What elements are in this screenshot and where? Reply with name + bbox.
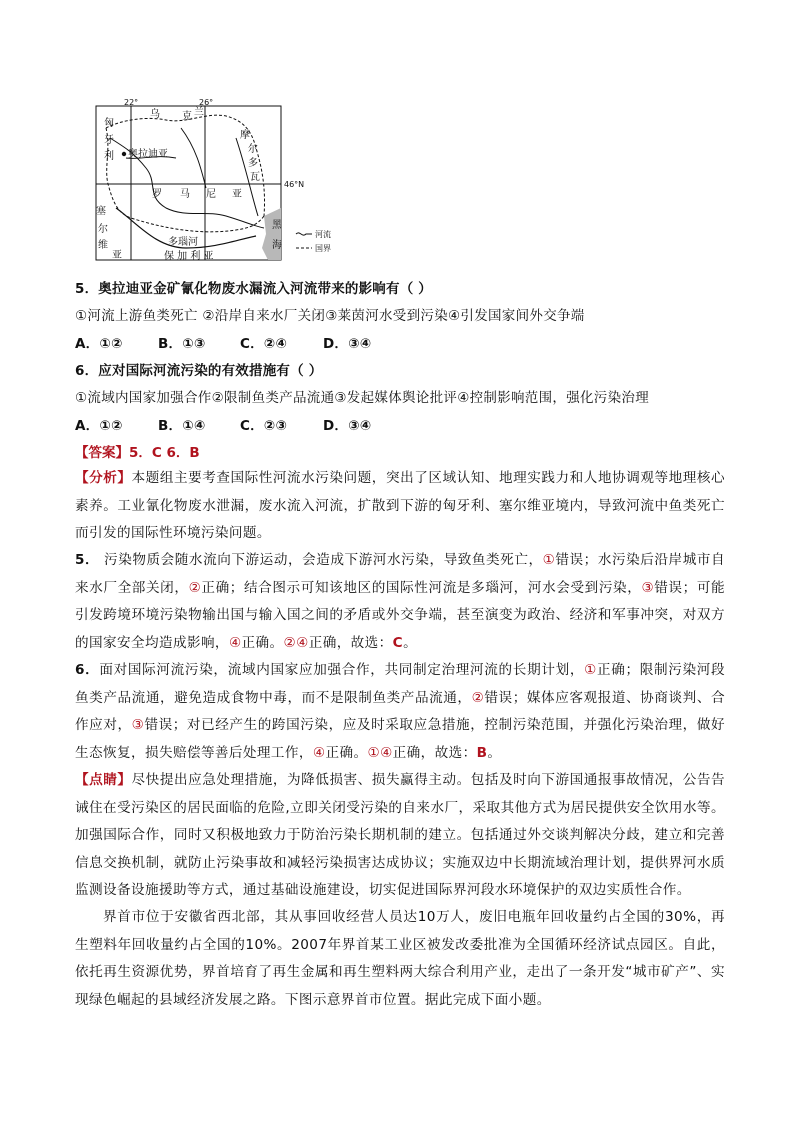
q6-option-d: D．③④ [323,418,372,434]
q5-option-b: B．①③ [158,336,206,352]
exp6-mark: ④ [312,744,326,761]
map-label: 塞 [96,206,106,217]
answer-text: 5．C 6．B [129,445,200,461]
exp5-mark: ① [542,552,556,568]
exp5-mark: ② [188,579,202,596]
map-label: 奥拉迪亚 [128,149,168,160]
analysis-paragraph [75,465,725,548]
answer-label: 【答案】 [75,445,129,461]
q5-option-c: C．②④ [240,336,288,352]
exp6-mark: ① [584,662,597,678]
exp5-text: 正确。 [241,634,284,651]
explanation-5 [75,547,725,657]
map-label: 黑 [272,220,282,231]
exp6-choice: B [476,744,488,761]
map-label: 尔 [248,144,258,155]
map-label: 多瑙河 [168,237,198,248]
analysis-text: 本题组主要考查国际性河流水污染问题，突出了区域认知、地理实践力和人地协调观等地理核心素养。工业氰化物废水泄漏，废水流入河流，扩散到下游的匈牙利、塞尔维亚境内，导致河流中鱼类死亡而引发的国际性环境污染问题。 [75,470,726,542]
map-label: 维 [98,240,108,251]
exp5-mark: ③ [641,579,655,596]
exp6-number: 6． [75,662,100,678]
map-label: 罗 [152,189,162,200]
note-text: 尽快提出应急处理措施，为降低损害、损失赢得主动。包括及时向下游国通报事故情况，公告告诫住在受污染区的居民面临的危险,立即关闭受污染的自来水厂，采取其他方式为居民提供安全饮用水等。加强国际合作，同时又积极地致力于防治污染长期机制的建立。包括通过外交谈判解决分歧，建立和完善信息交换机制，就防止污染事故和减轻污染损害达成协议；实施双边中长期流域治理计划，提供界河水质监测设备设施援助等方式，通过基础设施建设，切实促进国际界河段水环境保护的双边实质性合作。 [75,772,726,899]
note-label: 【点睛】 [75,772,132,788]
answer-line [75,441,200,461]
exp6-text: 正确，故选： [392,744,477,761]
q6-option-a: A．①② [75,418,123,434]
map-label: 多 [248,158,258,169]
q5-stem: 5．奥拉迪亚金矿氰化物废水漏流入河流带来的影响有（ ） [75,281,432,297]
exp6-text: 错误；媒体应客观报道、协商谈判、合作应对， [75,689,725,734]
intro-paragraph: 界首市位于安徽省西北部，其从事回收经营人员达10万人，废旧电瓶年回收量约占全国的30%，再生塑料年回收量约占全国的10%。2007年界首某工业区被发改委批准为全国循环经济试点园区。自此，依托再生资源优势，界首培育了再生金属和再生塑料两大综合利用产业，走出了一条开发“城市矿产”、实现绿色崛起的县域经济发展之路。下图示意界首市位置。据此完成下面小题。 [75,909,725,1008]
analysis-label: 【分析】 [75,470,132,486]
q6-option-b: B．①④ [158,418,206,434]
q5-option-d: D．③④ [323,336,372,352]
exp6-text: 正确。 [325,744,368,761]
exp6-end: 。 [487,744,502,761]
exp5-choice: C [392,634,404,651]
q6-stem: 6．应对国际河流污染的有效措施有（ ） [75,363,323,379]
map-label: 保 加 利 亚 [164,251,214,262]
lon-22-label: 22° [124,98,139,107]
exp5-text: 正确，故选： [308,634,393,651]
exp5-end: 。 [403,634,418,651]
romania-region-map [86,98,350,266]
exp6-mark: ①④ [367,744,393,761]
map-label: 海 [272,240,282,251]
q6-items: ①流域内国家加强合作②限制鱼类产品流通③发起媒体舆论批评④控制影响范围，强化污染治理 [75,390,650,406]
map-label: 克 [182,111,192,122]
map-label: 兰 [194,107,204,118]
note-paragraph [75,767,725,905]
map-label: 亚 [232,189,242,200]
exp5-mark: ④ [228,634,242,651]
map-label: 利 [104,151,114,162]
map-label: 尼 [206,189,216,200]
q5-option-a: A．①② [75,336,123,352]
exp5-text: 错误；水污染后沿岸城市自来水厂全部关闭， [75,552,725,596]
exp6-mark: ③ [131,717,145,734]
exp6-mark: ② [471,689,485,706]
exp6-text: 面对国际河流污染，流域内国家应加强合作，共同制定治理河流的长期计划， [99,662,585,678]
map-label: 瓦 [250,172,260,183]
explanation-6 [75,657,725,767]
exp5-text: 污染物质会随水流向下游运动，会造成下游河水污染，导致鱼类死亡， [99,552,543,568]
map-label: 尔 [98,224,108,235]
map-label: 亚 [112,250,122,261]
map-legend [296,229,331,253]
exp5-text: 正确；结合图示可知该地区的国际性河流是多瑙河，河水会受到污染， [201,579,642,596]
exp5-number: 5． [75,552,100,568]
legend-border-label: 国界 [315,244,331,253]
exp6-text: 正确；限制污染河段鱼类产品流通，避免造成食物中毒，而不是限制鱼类产品流通， [75,662,725,706]
exp5-mark: ②④ [283,634,309,651]
map-label: 马 [180,189,190,200]
exp6-text: 错误；对已经产生的跨国污染，应及时采取应急措施，控制污染范围，并强化污染治理，做好生态恢复，损失赔偿等善后处理工作， [75,717,725,761]
lat-46-label: 46°N [284,180,305,189]
lon-26-label: 26° [199,98,214,107]
map-label: 乌 [150,109,160,120]
q5-items: ①河流上游鱼类死亡 ②沿岸自来水厂关闭③莱茵河水受到污染④引发国家间外交争端 [75,308,585,324]
q6-option-c: C．②③ [240,418,288,434]
legend-river-label: 河流 [315,230,331,239]
map-label: 摩 [240,130,250,141]
map-label: 牙 [104,135,114,146]
exp5-text: 错误；可能引发跨境环境污染物输出国与输入国之间的矛盾或外交争端，甚至演变为政治、经济和军事冲突，对双方的国家安全均造成影响， [75,579,726,651]
map-label: 匈 [104,118,114,129]
